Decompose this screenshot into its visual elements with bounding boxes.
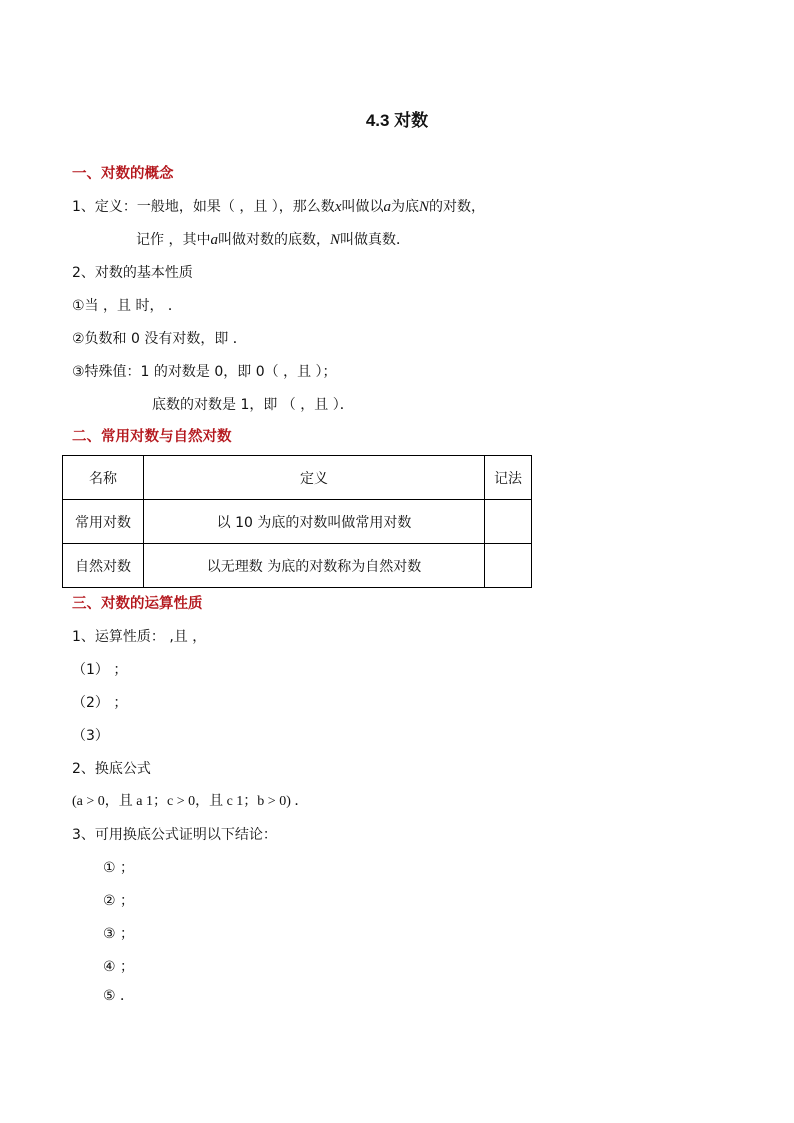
notation-text-2: 叫做对数的底数， bbox=[217, 232, 330, 248]
operation-3: （3） bbox=[72, 728, 109, 744]
operation-heading: 1、运算性质： ,且 ， bbox=[72, 629, 207, 645]
var-N: N bbox=[418, 199, 429, 215]
table-cell: 自然对数 bbox=[63, 544, 144, 588]
conclusion-3: ③ ； bbox=[103, 926, 135, 942]
definition-text-3: 为底 bbox=[390, 199, 419, 215]
section-heading-operations: 三、对数的运算性质 bbox=[72, 596, 203, 612]
section-heading-common-natural: 二、常用对数与自然对数 bbox=[72, 429, 232, 445]
conclusion-heading: 3、可用换底公式证明以下结论： bbox=[72, 827, 277, 843]
change-of-base-heading: 2、换底公式 bbox=[72, 761, 151, 777]
table-cell bbox=[485, 544, 532, 588]
property-3: ③特殊值：1 的对数是 0，即 0（ ，且 ）； bbox=[72, 364, 337, 380]
notation-var-N: N bbox=[329, 232, 340, 248]
definition-line bbox=[72, 198, 485, 216]
notation-text: 记作 ，其中 bbox=[136, 232, 211, 248]
log-types-table bbox=[62, 455, 532, 588]
conclusion-2: ② ； bbox=[103, 893, 135, 909]
table-row bbox=[63, 544, 532, 588]
property-2: ②负数和 0 没有对数，即 ． bbox=[72, 331, 247, 347]
properties-heading: 2、对数的基本性质 bbox=[72, 265, 193, 281]
header-notation: 记法 bbox=[485, 456, 532, 500]
operation-1: （1） ； bbox=[72, 662, 128, 678]
definition-text: 1、定义：一般地，如果（ ，且 ），那么数 bbox=[72, 199, 335, 215]
definition-text-4: 的对数， bbox=[429, 199, 485, 215]
header-definition: 定义 bbox=[144, 456, 485, 500]
property-1: ①当 ，且 时， ． bbox=[72, 298, 182, 314]
table-row bbox=[63, 500, 532, 544]
notation-text-3: 叫做真数． bbox=[339, 232, 410, 248]
table-cell: 以 10 为底的对数叫做常用对数 bbox=[144, 500, 485, 544]
header-name: 名称 bbox=[63, 456, 144, 500]
table-cell: 以无理数 为底的对数称为自然对数 bbox=[144, 544, 485, 588]
conclusion-5: ⑤ ． bbox=[103, 988, 135, 1004]
var-a: a bbox=[383, 199, 391, 215]
operation-2: （2） ； bbox=[72, 695, 128, 711]
var-x: x bbox=[334, 199, 342, 215]
conclusion-4: ④ ； bbox=[103, 959, 135, 975]
notation-var-a: a bbox=[210, 232, 218, 248]
notation-line bbox=[136, 231, 410, 249]
definition-text-2: 叫做以 bbox=[341, 199, 384, 215]
table-cell: 常用对数 bbox=[63, 500, 144, 544]
table-header-row bbox=[63, 456, 532, 500]
table-cell bbox=[485, 500, 532, 544]
property-4: 底数的对数是 1，即 （ ，且 ）． bbox=[152, 397, 354, 413]
section-heading-concept: 一、对数的概念 bbox=[72, 166, 174, 182]
change-of-base-formula: (a > 0，且 a 1；c > 0，且 c 1；b > 0) ． bbox=[72, 794, 309, 809]
page-title: 4.3 对数 bbox=[365, 111, 429, 130]
conclusion-1: ① ； bbox=[103, 860, 135, 876]
